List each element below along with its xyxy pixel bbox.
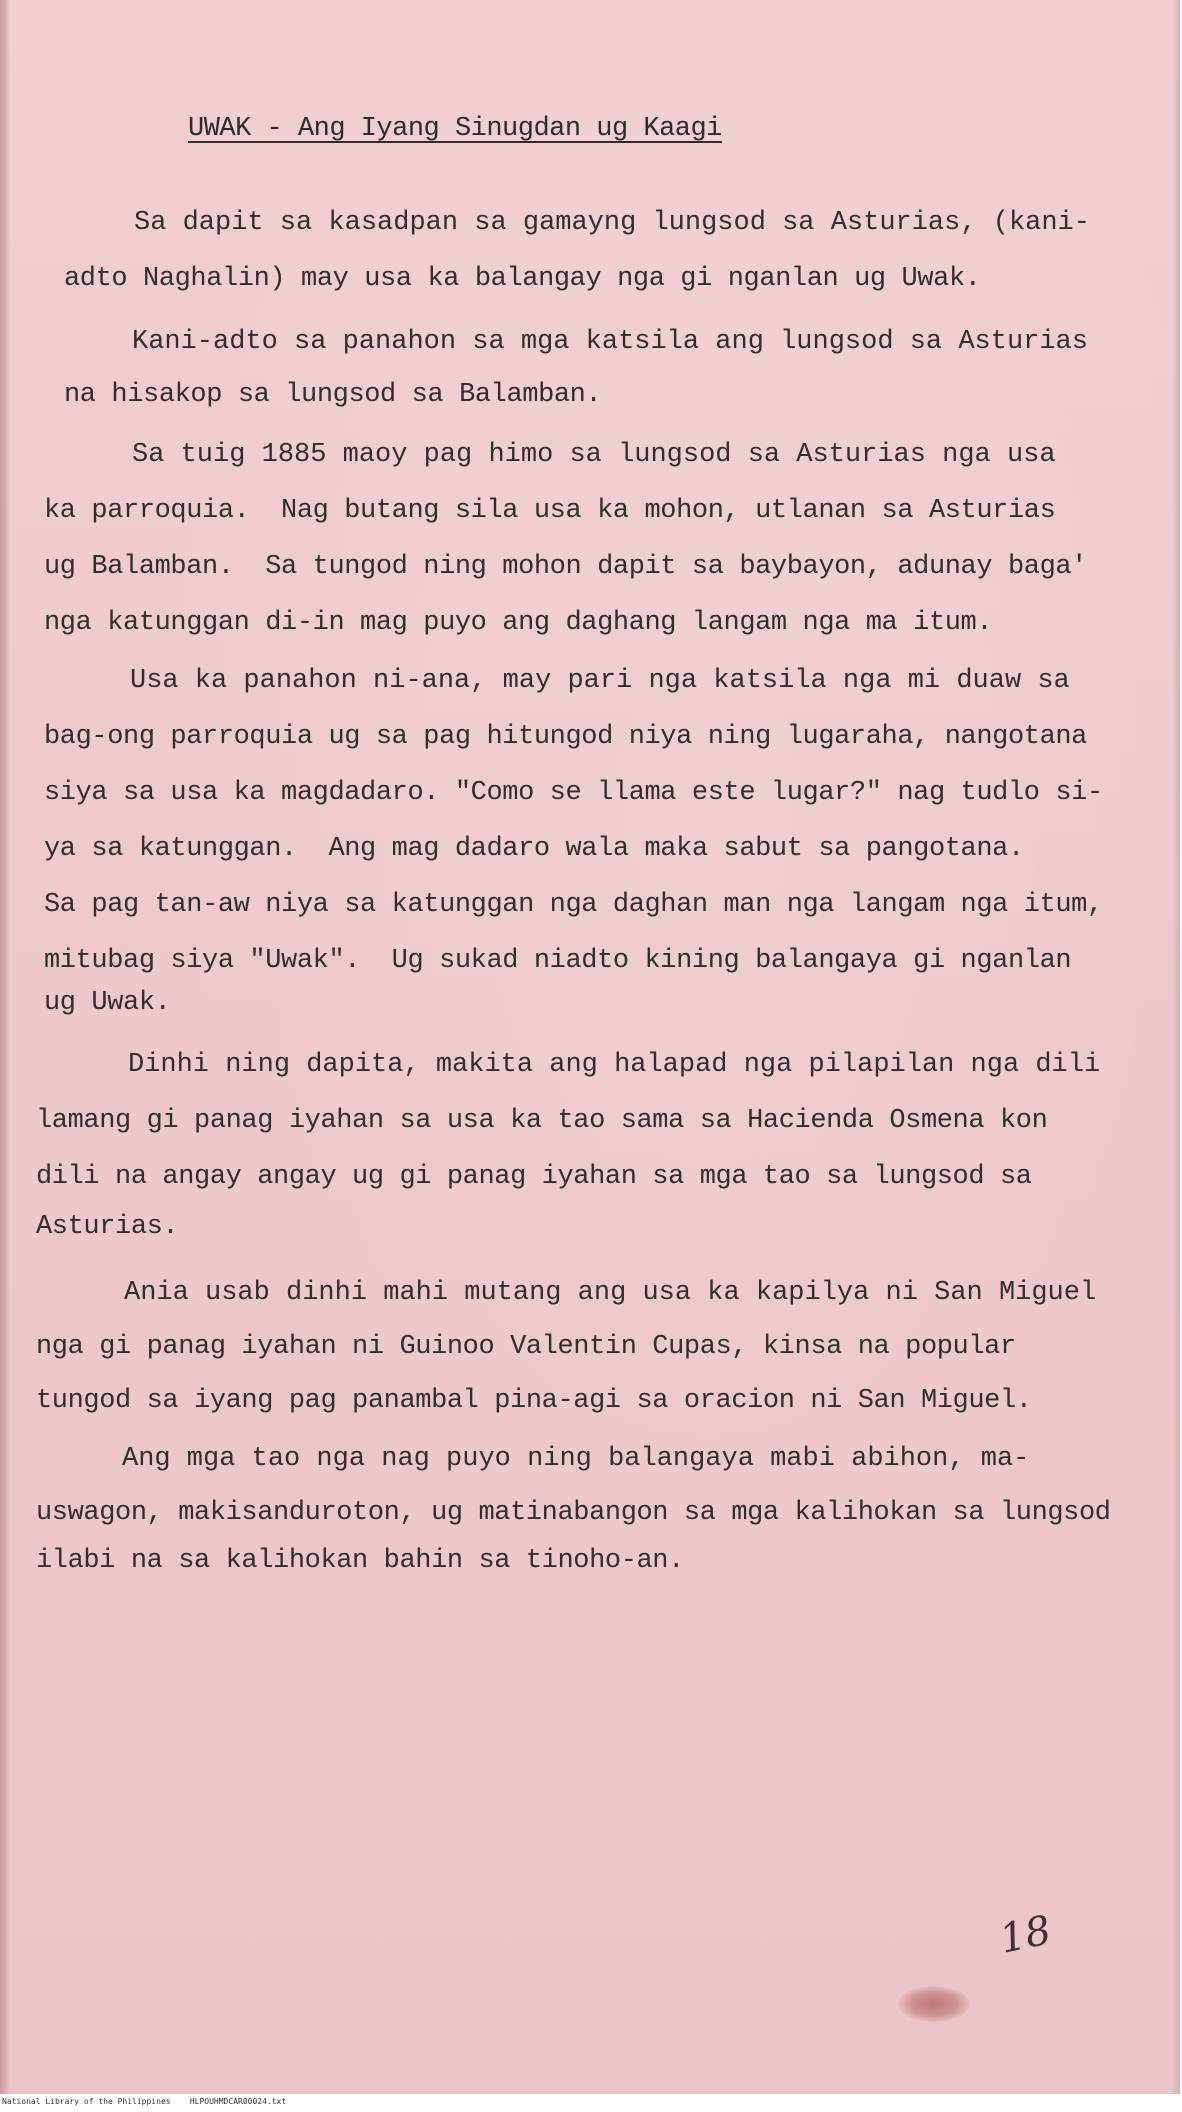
text-line: nga gi panag iyahan ni Guinoo Valentin Cupas, kinsa na popular	[36, 1332, 1016, 1362]
text-line: siya sa usa ka magdadaro. "Como se llama este lugar?" nag tudlo si-	[44, 778, 1103, 808]
archive-footer: National Library of the Philippines HLPOUHMDCAR00024.txt	[2, 2097, 287, 2106]
text-line: Sa tuig 1885 maoy pag himo sa lungsod sa Asturias nga usa	[132, 440, 1056, 470]
text-line: ya sa katunggan. Ang mag dadaro wala maka sabut sa pangotana.	[44, 834, 1024, 864]
text-line: dili na angay angay ug gi panag iyahan sa mga tao sa lungsod sa	[36, 1162, 1032, 1192]
text-line: ka parroquia. Nag butang sila usa ka mohon, utlanan sa Asturias	[44, 496, 1056, 526]
document-title: UWAK - Ang Iyang Sinugdan ug Kaagi	[188, 114, 722, 144]
text-line: Usa ka panahon ni-ana, may pari nga katsila nga mi duaw sa	[130, 666, 1070, 696]
ink-stain	[898, 1986, 970, 2022]
text-line: Sa dapit sa kasadpan sa gamayng lungsod sa Asturias, (kani-	[134, 208, 1090, 238]
text-line: tungod sa iyang pag panambal pina-agi sa oracion ni San Miguel.	[36, 1386, 1032, 1416]
text-line: Ang mga tao nga nag puyo ning balangaya mabi abihon, ma-	[122, 1444, 1030, 1474]
text-line: bag-ong parroquia ug sa pag hitungod niya ning lugaraha, nangotana	[44, 722, 1087, 752]
text-line: adto Naghalin) may usa ka balangay nga gi nganlan ug Uwak.	[64, 264, 981, 294]
page-number: 18	[995, 1907, 1056, 1963]
text-line: ilabi na sa kalihokan bahin sa tinoho-an.	[36, 1546, 684, 1576]
text-line: na hisakop sa lungsod sa Balamban.	[64, 380, 602, 410]
text-line: ug Balamban. Sa tungod ning mohon dapit sa baybayon, adunay baga'	[44, 552, 1087, 582]
text-line: lamang gi panag iyahan sa usa ka tao sama sa Hacienda Osmena kon	[36, 1106, 1048, 1136]
text-line: uswagon, makisanduroton, ug matinabangon sa mga kalihokan sa lungsod	[36, 1498, 1111, 1528]
text-line: Ania usab dinhi mahi mutang ang usa ka kapilya ni San Miguel	[124, 1278, 1097, 1308]
text-line: Kani-adto sa panahon sa mga katsila ang lungsod sa Asturias	[132, 327, 1088, 357]
text-line: Dinhi ning dapita, makita ang halapad nga pilapilan nga dili	[128, 1050, 1101, 1080]
text-line: ug Uwak.	[44, 988, 171, 1018]
text-line: nga katunggan di-in mag puyo ang daghang langam nga ma itum.	[44, 608, 993, 638]
text-line: mitubag siya "Uwak". Ug sukad niadto kining balangaya gi nganlan	[44, 946, 1072, 976]
page-left-edge	[0, 0, 10, 2094]
text-line: Asturias.	[36, 1212, 179, 1242]
text-line: Sa pag tan-aw niya sa katunggan nga daghan man nga langam nga itum,	[44, 890, 1103, 920]
page-right-edge	[1172, 0, 1180, 2094]
